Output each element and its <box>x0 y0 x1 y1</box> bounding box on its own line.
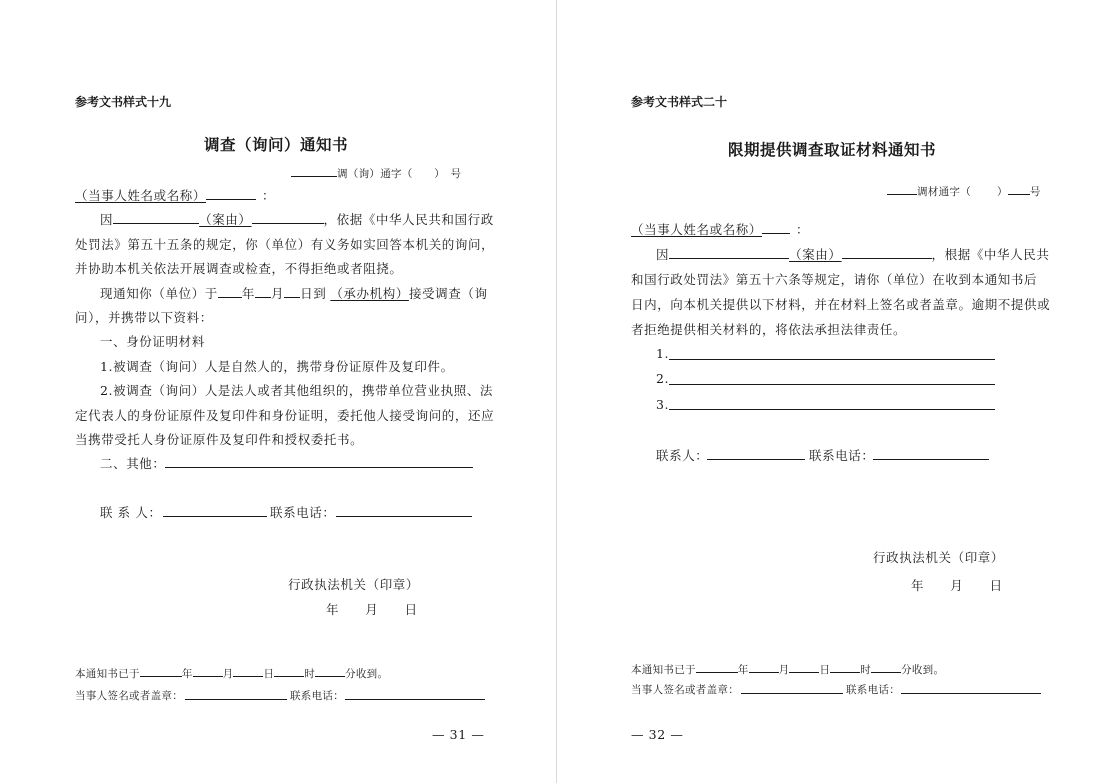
case-label: （案由） <box>789 247 842 262</box>
signature-blank <box>741 693 843 694</box>
addressee: （当事人姓名或名称） <box>75 188 207 203</box>
agency-seal: 行政执法机关（印章） <box>288 577 420 592</box>
case-blank-left <box>113 211 199 224</box>
number-blank <box>291 164 337 177</box>
paragraph-1-line-1: 因 （案由） ，依据《中华人民共和国行政 <box>100 212 494 227</box>
section-1-item-2-line-3: 当携带受托人身份证原件及复印件和授权委托书。 <box>75 432 364 447</box>
receipt-month-blank <box>193 664 223 677</box>
paragraph-2-line-1: 现通知你（单位）于 年 月 日到 （承办机构）接受调查（询 <box>100 286 488 301</box>
template-header: 参考文书样式二十 <box>631 95 728 109</box>
signature-phone-blank <box>901 693 1041 694</box>
receipt-day-blank <box>789 660 819 673</box>
material-item-2-label: 2. <box>656 371 670 386</box>
material-item-3-label: 3. <box>656 397 670 412</box>
section-2-heading: 二、其他： <box>100 456 166 471</box>
page-right <box>557 0 1112 783</box>
contact-phone-label: 联系电话： <box>270 505 336 520</box>
day-blank <box>284 285 300 298</box>
paragraph-1-line-2: 和国行政处罚法》第五十六条等规定，请你（单位）在收到本通知书后 <box>631 272 1038 287</box>
material-item-1-label: 1. <box>656 346 670 361</box>
contact-phone-blank <box>873 459 989 460</box>
paragraph-1-line-1: 因 （案由） ，根据《中华人民共 <box>656 247 1050 262</box>
template-header: 参考文书样式十九 <box>75 95 172 109</box>
section-1-item-1: 1.被调查（询问）人是自然人的，携带身份证原件及复印件。 <box>100 359 454 374</box>
contact-person-label: 联系人： <box>656 448 709 463</box>
signature-label: 当事人签名或者盖章： <box>75 690 183 702</box>
addressee-line: （当事人姓名或名称） ： <box>75 188 276 203</box>
contact-person-blank <box>163 516 267 517</box>
section-1-item-2-line-1: 2.被调查（询问）人是法人或者其他组织的，携带单位营业执照、法 <box>100 383 494 398</box>
contact-person-blank <box>707 459 805 460</box>
case-blank-left <box>669 246 789 259</box>
receipt-year-blank <box>140 664 182 677</box>
material-item-3-blank <box>669 409 995 410</box>
paragraph-1-line-3: 日内，向本机关提供以下材料，并在材料上签名或者盖章。逾期不提供或 <box>631 297 1051 312</box>
paragraph-2-line-2: 问），并携带以下资料： <box>75 310 213 325</box>
signature-phone-blank <box>345 699 485 700</box>
case-blank-right <box>842 246 932 259</box>
paragraph-1-line-2: 处罚法》第五十五条的规定，你（单位）有义务如实回答本机关的询问， <box>75 237 495 252</box>
document-title: 限期提供调查取证材料通知书 <box>728 141 937 159</box>
number-blank <box>1008 182 1030 195</box>
receipt-month-blank <box>749 660 779 673</box>
signature-phone-label: 联系电话： <box>846 684 900 696</box>
document-number: 调材通字（ ） 号 <box>887 182 1041 199</box>
contact-phone-label: 联系电话： <box>809 448 875 463</box>
paragraph-1-line-4: 者拒绝提供相关材料的，将依法承担法律责任。 <box>631 322 907 337</box>
other-blank <box>165 467 473 468</box>
receipt-line: 本通知书已于 年 月 日 时 分收到。 <box>75 664 388 681</box>
case-blank-right <box>252 211 324 224</box>
signature-label: 当事人签名或者盖章： <box>631 684 739 696</box>
agency-seal: 行政执法机关（印章） <box>873 550 1005 565</box>
receipt-year-blank <box>696 660 738 673</box>
receipt-minute-blank <box>315 664 345 677</box>
signature-blank <box>185 699 287 700</box>
seal-date: 年 月 日 <box>911 578 1003 593</box>
paragraph-1-line-3: 并协助本机关依法开展调查或检查，不得拒绝或者阻挠。 <box>75 261 403 276</box>
material-item-1-blank <box>669 359 995 360</box>
seal-date: 年 月 日 <box>326 602 418 617</box>
signature-phone-label: 联系电话： <box>290 690 344 702</box>
page-number: — 31 — <box>432 727 485 742</box>
document-number: 调（询）通字（ ） 号 <box>291 164 461 181</box>
contact-phone-blank <box>336 516 472 517</box>
receipt-hour-blank <box>830 660 860 673</box>
page-number: — 32 — <box>631 727 684 742</box>
number-prefix-blank <box>887 182 917 195</box>
contact-person-label: 联 系 人： <box>100 505 162 520</box>
handling-agency: （承办机构） <box>330 286 409 301</box>
year-blank <box>218 285 242 298</box>
addressee-blank <box>762 221 790 234</box>
receipt-day-blank <box>233 664 263 677</box>
section-1-item-2-line-2: 定代表人的身份证原件及复印件和身份证明，委托他人接受询问的，还应 <box>75 408 495 423</box>
section-1-heading: 一、身份证明材料 <box>100 334 205 349</box>
receipt-hour-blank <box>274 664 304 677</box>
receipt-line: 本通知书已于 年 月 日 时 分收到。 <box>631 660 944 677</box>
month-blank <box>255 285 271 298</box>
material-item-2-blank <box>669 384 995 385</box>
addressee-blank <box>206 187 256 200</box>
addressee: （当事人姓名或名称） <box>631 222 763 237</box>
receipt-minute-blank <box>871 660 901 673</box>
case-label: （案由） <box>199 212 252 227</box>
document-title: 调查（询问）通知书 <box>204 136 349 154</box>
addressee-line: （当事人姓名或名称） ： <box>631 222 810 237</box>
